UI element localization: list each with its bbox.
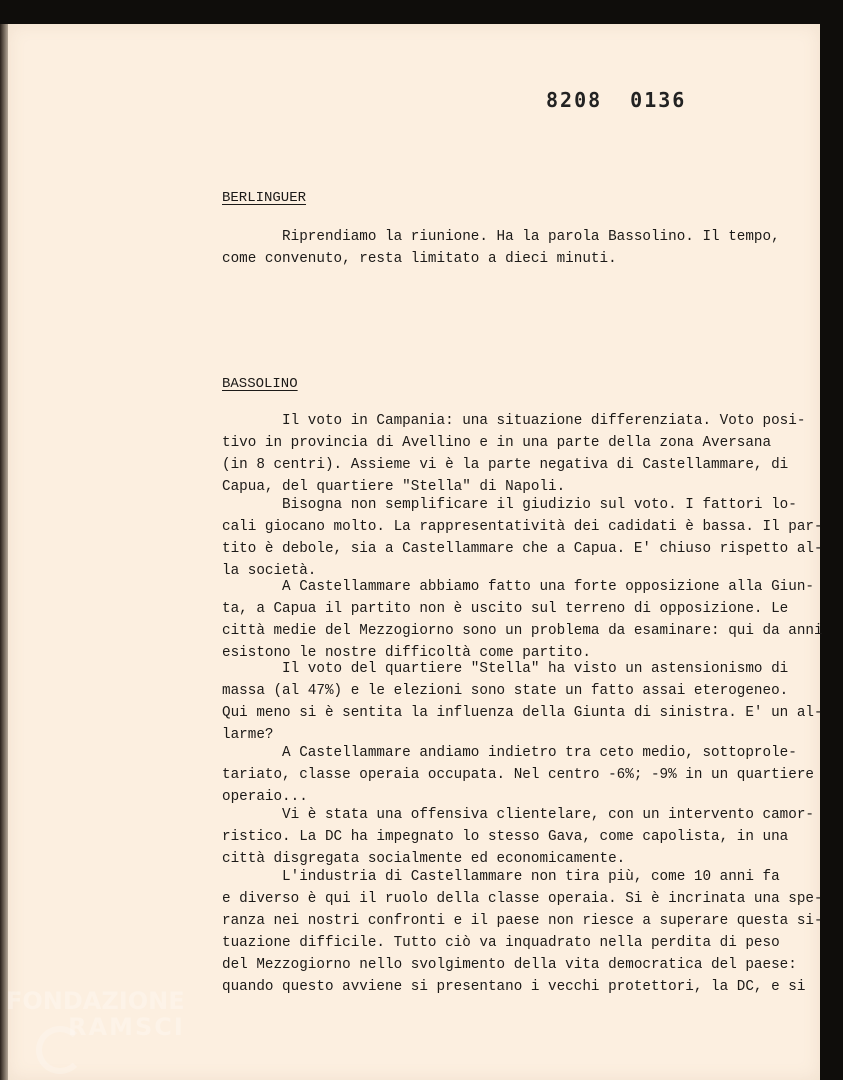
speaker-heading-bassolino: BASSOLINO <box>222 376 298 392</box>
paragraph: A Castellammare andiamo indietro tra ceto medio, sottoprole- tariato, classe operaia occupata. Nel centro -6%; -9% in un quartiere operaio... <box>222 745 814 805</box>
paragraph: Vi è stata una offensiva clientelare, con un intervento ristico. La DC ha impegnato lo stesso Gava, come capolista, in una città disgregata socialmente ed economicamente. <box>222 807 789 867</box>
paragraph: A Castellammare abbiamo fatto una forte opposizione alla ta, a Capua il partito non è uscito sul terreno di opposizione. Le città medie del Mezzogiorno sono un problema da esaminare: qui da esistono le nostre difficoltà come partito. <box>222 579 789 661</box>
doc-number-part-2: 0136 <box>630 88 687 112</box>
doc-number-part-1: 8208 <box>546 88 603 112</box>
paragraph: Bisogna non semplificare il giudizio sul voto. I fattori cali giocano molto. La rappresentatività dei cadidati è bassa. Il tito è debole, sia a Castellammare che a Capua. E' chiuso rispetto la società. <box>222 497 789 579</box>
document-number <box>546 88 714 112</box>
watermark-line-1: FONDAZIONE <box>6 987 185 1015</box>
paragraph: Il voto in Campania: una situazione differenziata. Voto tivo in provincia di Avellino e in una parte della zona Aversana (in 8 centri). Assieme vi è la parte negativa di Castellammare, di Capua, del quartiere "Stella" di Napoli. <box>222 413 789 495</box>
watermark-line-2: RAMSCI <box>68 1013 185 1041</box>
speaker-heading-berlinguer: BERLINGUER <box>222 190 307 206</box>
paragraph: L'industria di Castellammare non tira più, come 10 anni fa e diverso è qui il ruolo della classe operaia. Si è incrinata una ranza nei nostri confronti e il paese non riesce a superare questa tuazione difficile. Tutto ciò va inquadrato nella perdita di peso del Mezzogiorno nello svolgimento della vita democratica del paese: quando questo avviene si presentano i vecchi protettori, la DC, e <box>222 869 797 995</box>
paragraph: Il voto del quartiere "Stella" ha visto un astensionismo di massa (al 47%) e le elezioni sono state un fatto assai eterogeneo. Qui meno si è sentita la influenza della Giunta di sinistra. E' un larme? <box>222 661 789 743</box>
paragraph: Riprendiamo la riunione. Ha la parola Bassolino. Il tempo, come convenuto, resta limitato a dieci minuti. <box>222 229 780 267</box>
fondazione-gramsci-watermark <box>6 988 185 1040</box>
watermark-g-logo <box>36 1026 84 1074</box>
